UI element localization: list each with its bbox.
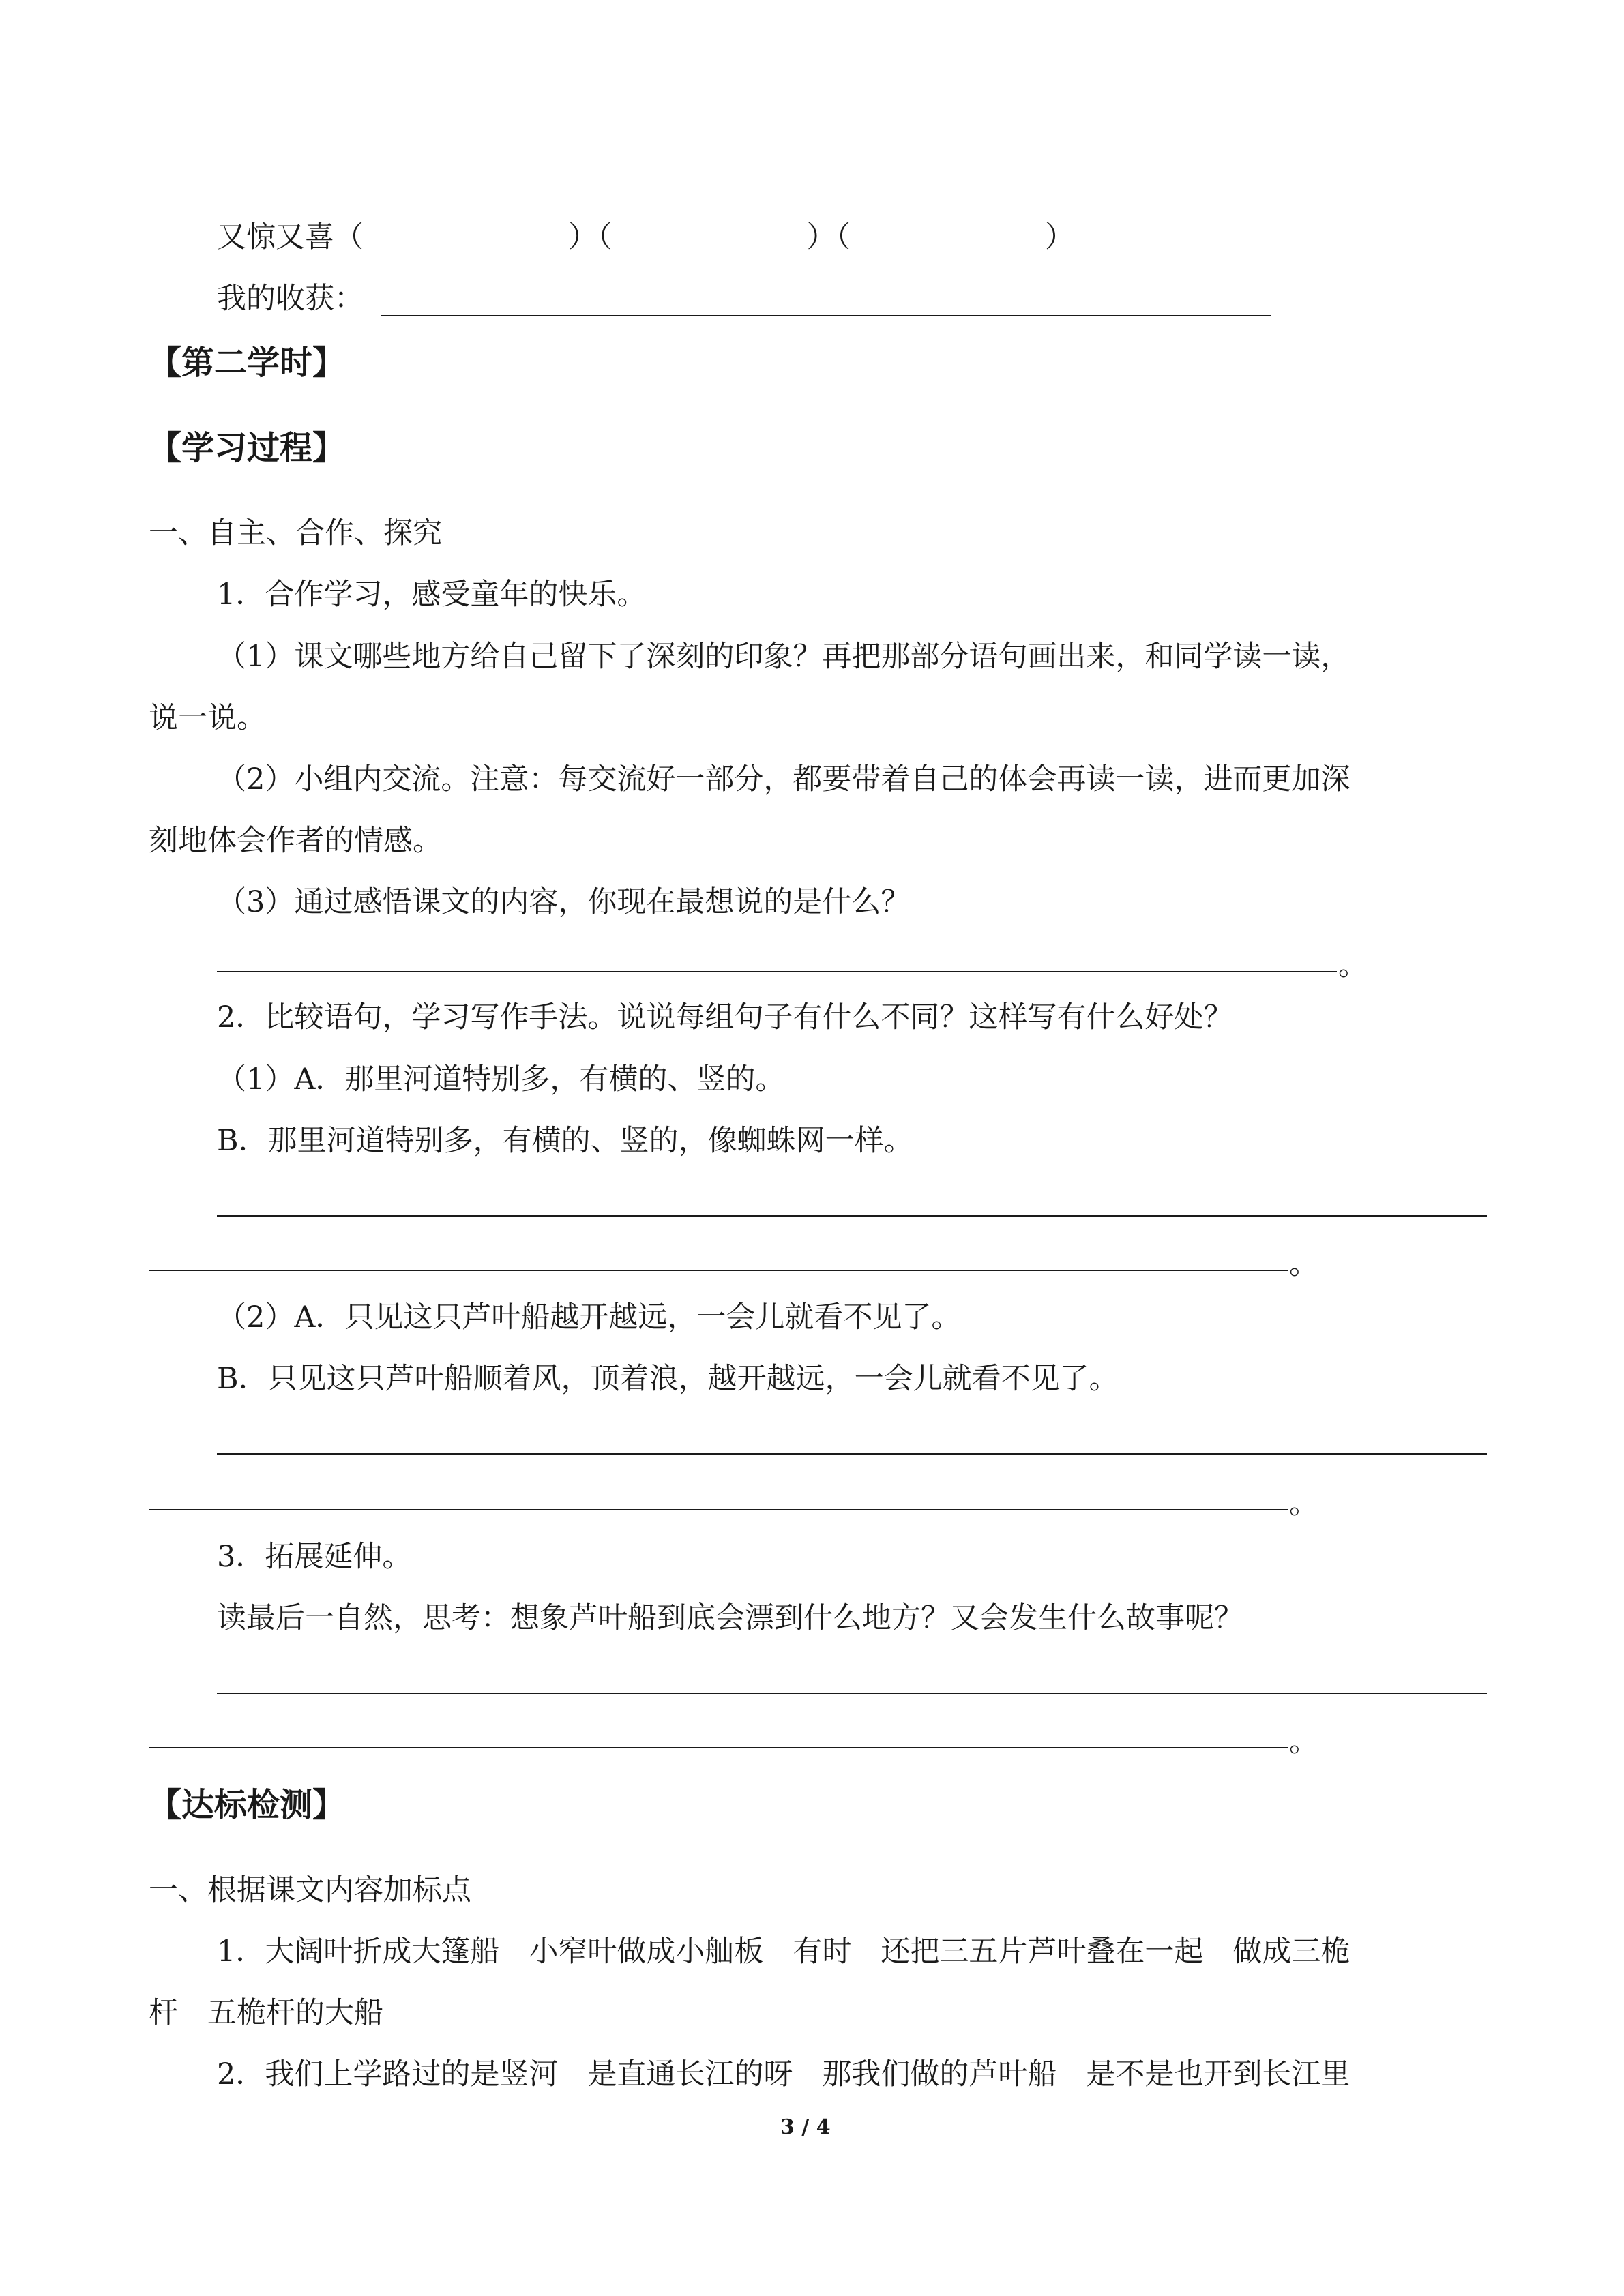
heading-standard-test: 【达标检测】 <box>149 1786 346 1824</box>
fill-row <box>217 217 1074 258</box>
test-paragraph-1-line-1: 1．大阔叶折成大篷船 小窄叶做成小舢板 有时 还把三五片芦叶叠在一起 做成三桅 <box>217 1935 1350 1969</box>
paren-open-3: （ <box>836 220 851 254</box>
harvest-answer-line[interactable] <box>381 315 1271 316</box>
test-paragraph-1-line-2: 杆 五桅杆的大船 <box>149 1996 383 2030</box>
compare-1-answer-line-1[interactable] <box>217 1215 1487 1217</box>
question-3-answer-line[interactable] <box>217 971 1337 972</box>
item-3: 3．拓展延伸。 <box>217 1540 412 1574</box>
paren-close-3: ） <box>1045 220 1074 254</box>
paren-close-2: ） <box>806 220 836 254</box>
compare-1a: （1）A．那里河道特别多，有横的、竖的。 <box>217 1062 785 1097</box>
question-2-line-2: 刻地体会作者的情感。 <box>149 824 442 858</box>
paren-close-1: ） <box>568 220 597 254</box>
compare-2-period: 。 <box>1289 1487 1318 1521</box>
question-1-line-1: （1）课文哪些地方给自己留下了深刻的印象？再把那部分语句画出来，和同学读一读， <box>217 640 1350 674</box>
test-paragraph-2-line-1: 2．我们上学路过的是竖河 是直通长江的呀 那我们做的芦叶船 是不是也开到长江里 <box>217 2057 1350 2091</box>
compare-2a: （2）A．只见这只芦叶船越开越远，一会儿就看不见了。 <box>217 1300 961 1335</box>
item-1: 1．合作学习，感受童年的快乐。 <box>217 578 647 612</box>
compare-1-period: 。 <box>1289 1247 1318 1281</box>
test-section-title: 一、根据课文内容加标点 <box>149 1873 471 1907</box>
paren-open-2: （ <box>597 220 612 254</box>
item-3-answer-line-2[interactable] <box>149 1747 1288 1748</box>
compare-2b: B．只见这只芦叶船顺着风，顶着浪，越开越远，一会儿就看不见了。 <box>217 1362 1119 1396</box>
heading-learning-process: 【学习过程】 <box>149 429 346 467</box>
compare-1-answer-line-2[interactable] <box>149 1270 1288 1271</box>
compare-2-answer-line-2[interactable] <box>149 1509 1288 1510</box>
question-2-line-1: （2）小组内交流。注意：每交流好一部分，都要带着自己的体会再读一读，进而更加深 <box>217 762 1350 796</box>
section-title-self-study: 一、自主、合作、探究 <box>149 516 442 550</box>
item-2: 2．比较语句，学习写作手法。说说每组句子有什么不同？这样写有什么好处？ <box>217 1000 1233 1034</box>
paren-open-1: （ <box>334 220 364 254</box>
fill-row-label: 又惊又喜 <box>217 220 334 254</box>
page-number: 3 / 4 <box>780 2115 831 2139</box>
question-3-period: 。 <box>1338 949 1368 983</box>
question-1-line-2: 说一说。 <box>149 701 266 735</box>
question-3: （3）通过感悟课文的内容，你现在最想说的是什么？ <box>217 885 911 919</box>
item-3-question: 读最后一自然，思考：想象芦叶船到底会漂到什么地方？又会发生什么故事呢？ <box>217 1601 1243 1635</box>
compare-2-answer-line-1[interactable] <box>217 1453 1487 1455</box>
harvest-label: 我的收获： <box>217 282 364 316</box>
heading-lesson-two: 【第二学时】 <box>149 344 346 382</box>
item-3-period: 。 <box>1289 1725 1318 1759</box>
item-3-answer-line-1[interactable] <box>217 1693 1487 1694</box>
compare-1b: B．那里河道特别多，有横的、竖的，像蜘蛛网一样。 <box>217 1124 913 1158</box>
